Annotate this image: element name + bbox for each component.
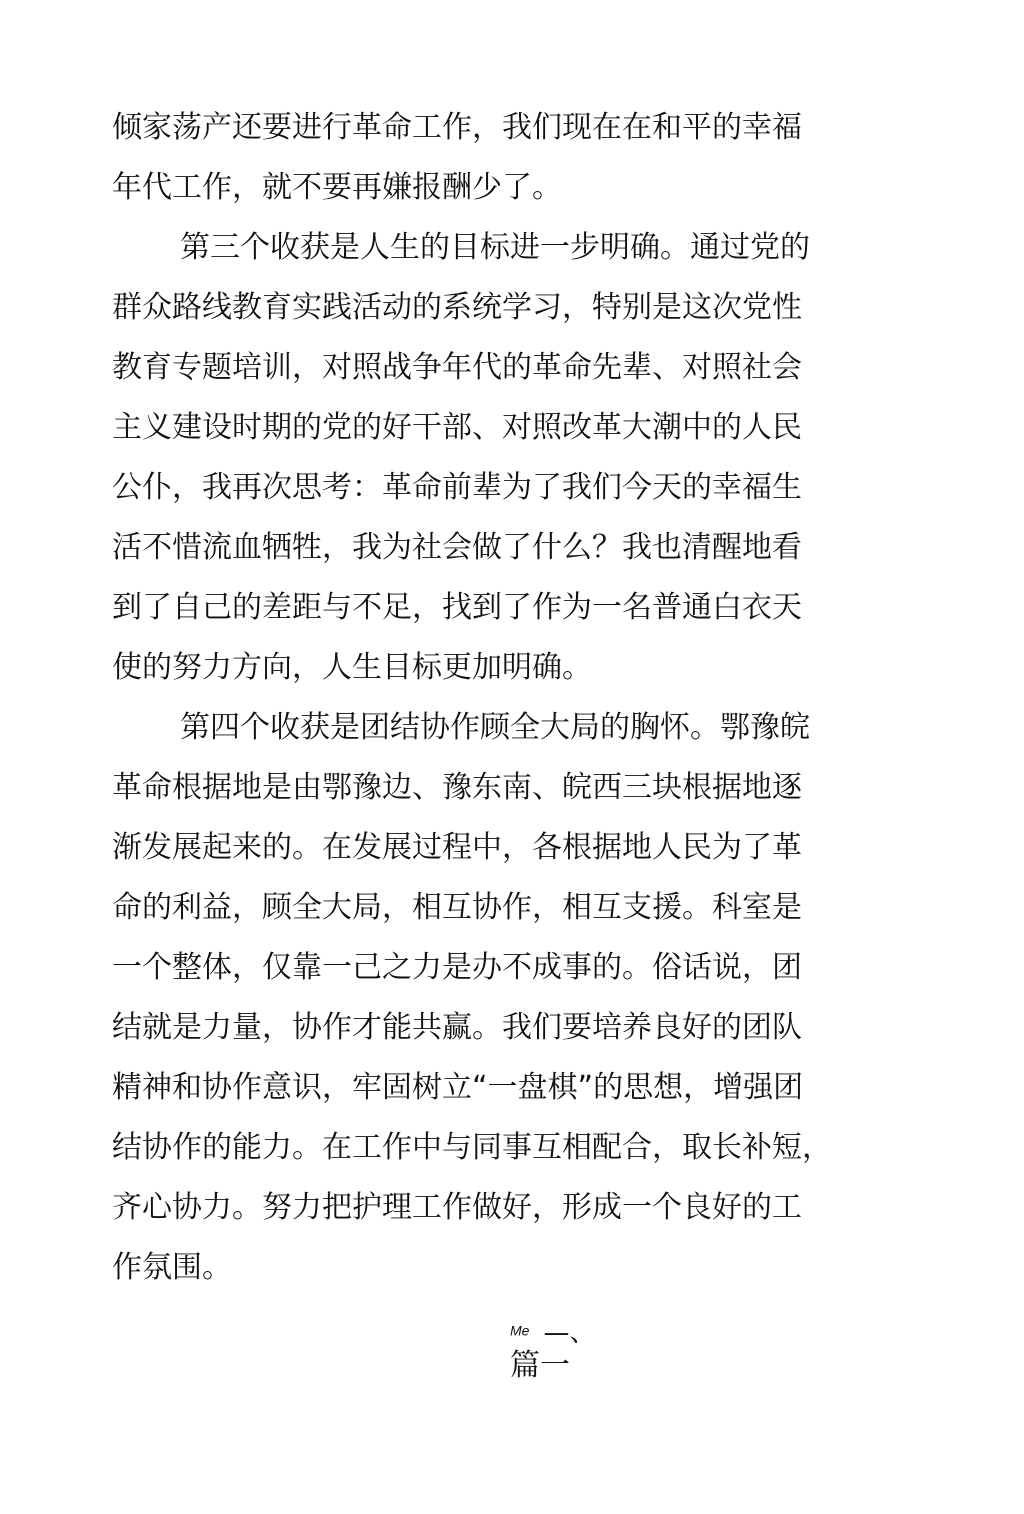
section-marker-small-text: Me: [510, 1322, 530, 1339]
section-marker: [510, 1312, 595, 1349]
text-line: 革命根据地是由鄂豫边、豫东南、皖西三块根据地逐: [112, 770, 802, 805]
paragraph-start-line: 第四个收获是团结协作顾全大局的胸怀。鄂豫皖: [180, 710, 810, 745]
text-line: 活不惜流血牺牲，我为社会做了什么？我也清醒地看: [112, 530, 802, 565]
text-line: 结就是力量，协作才能共赢。我们要培养良好的团队: [112, 1010, 802, 1045]
text-line: 群众路线教育实践活动的系统学习，特别是这次党性: [112, 290, 802, 325]
text-line: 作氛围。: [112, 1250, 232, 1285]
section-title: 篇一: [510, 1348, 570, 1383]
text-line: 倾家荡产还要进行革命工作，我们现在在和平的幸福: [112, 110, 802, 145]
text-line: 到了自己的差距与不足，找到了作为一名普通白衣天: [112, 590, 802, 625]
text-line: 精神和协作意识，牢固树立“一盘棋”的思想，增强团: [112, 1070, 804, 1105]
text-line: 教育专题培训，对照战争年代的革命先辈、对照社会: [112, 350, 802, 385]
text-line: 使的努力方向，人生目标更加明确。: [112, 650, 592, 685]
text-line: 齐心协力。努力把护理工作做好，形成一个良好的工: [112, 1190, 802, 1225]
text-line: 公仆，我再次思考：革命前辈为了我们今天的幸福生: [112, 470, 802, 505]
text-line: 结协作的能力。在工作中与同事互相配合，取长补短，: [112, 1130, 832, 1165]
text-line: 年代工作，就不要再嫌报酬少了。: [112, 170, 562, 205]
paragraph-start-line: 第三个收获是人生的目标进一步明确。通过党的: [180, 230, 810, 265]
text-line: 一个整体，仅靠一己之力是办不成事的。俗话说，团: [112, 950, 802, 985]
section-marker-dash: —、: [543, 1318, 596, 1348]
text-line: 渐发展起来的。在发展过程中，各根据地人民为了革: [112, 830, 802, 865]
text-line: 主义建设时期的党的好干部、对照改革大潮中的人民: [112, 410, 802, 445]
text-line: 命的利益，顾全大局，相互协作，相互支援。科室是: [112, 890, 802, 925]
